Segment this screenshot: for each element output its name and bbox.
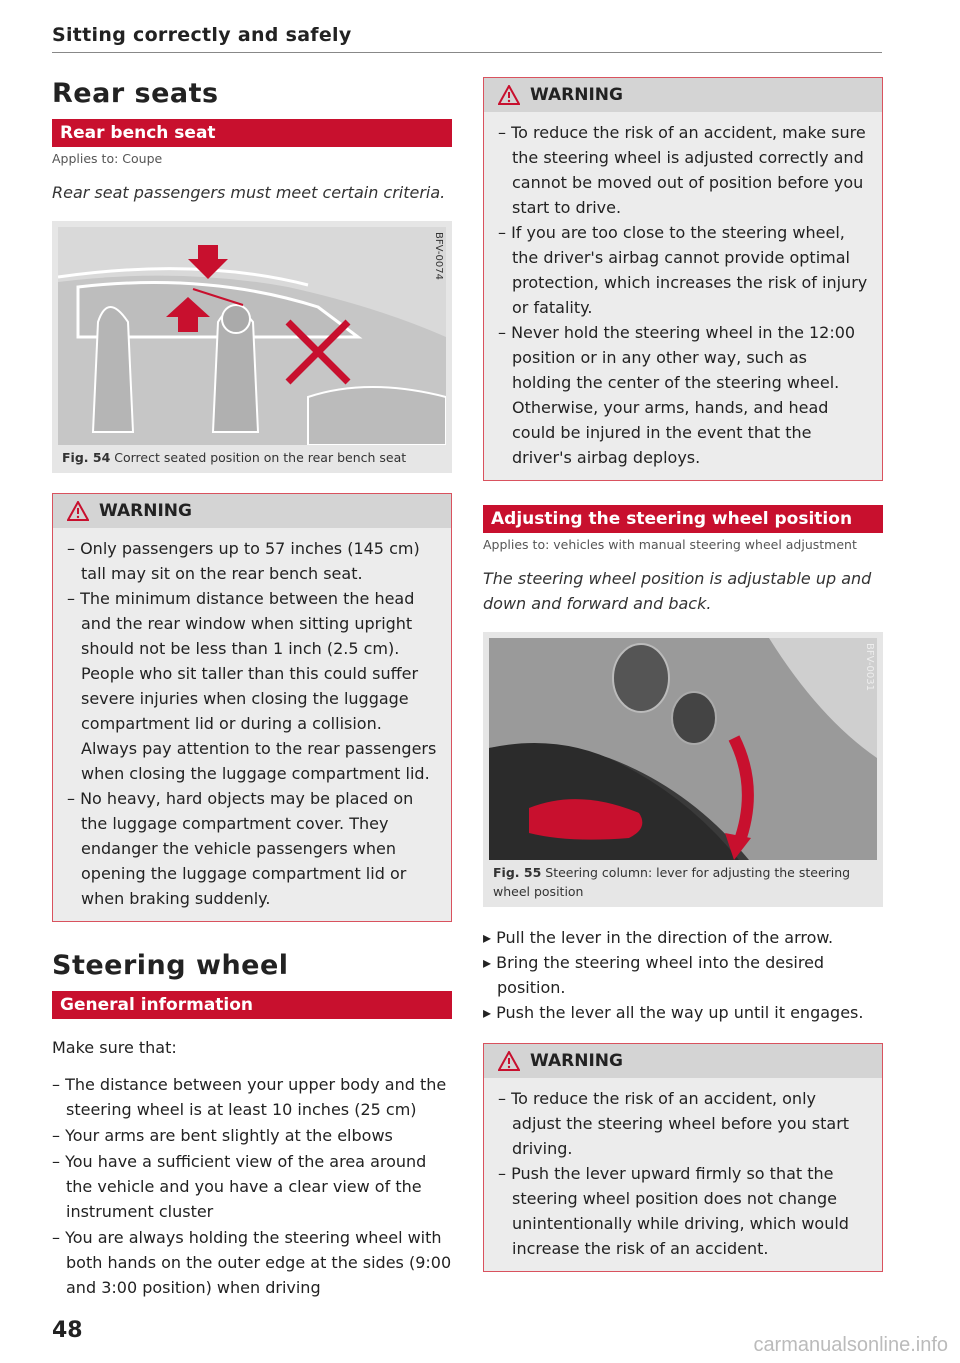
warning-title: WARNING: [99, 501, 192, 521]
subsection-bar-general-info: General information: [52, 991, 452, 1019]
warning-header: [53, 494, 451, 528]
header-title: Sitting correctly and safely: [52, 24, 352, 46]
page-number: 48: [52, 1318, 83, 1343]
warning-item: – The minimum distance between the head and the rear window when sitting upright should not be less than 1 inch (2.5 cm). People who sit taller than this could suffer severe injuries when closing the luggage compartment lid or during a collision. Always pay attention to the rear passengers when closing the luggage compartment lid.: [67, 589, 437, 783]
intro-steering: The steering wheel position is adjustable up and down and forward and back.: [483, 569, 872, 613]
applies-to-coupe: Applies to: Coupe: [52, 151, 163, 166]
subsection-bar-adjusting: Adjusting the steering wheel position: [483, 505, 883, 533]
list-item: – You are always holding the steering wheel with both hands on the outer edge at the sides (9:00 and 3:00 position) when driving: [52, 1228, 452, 1297]
caption-fig-55: [489, 860, 877, 903]
warning-triangle-icon: [498, 1051, 520, 1071]
page-header: [52, 24, 882, 53]
warning-triangle-icon: [498, 85, 520, 105]
warning-item: – Never hold the steering wheel in the 12:00 position or in any other way, such as holding the center of the steering wheel. Otherwise, your arms, hands, and head could be injured in the event that the driver's airbag deploys.: [498, 323, 856, 467]
figure-54: [52, 221, 452, 473]
warning-item: – Only passengers up to 57 inches (145 cm) tall may sit on the rear bench seat.: [67, 539, 420, 583]
warning-box-adjusting: [483, 1043, 883, 1272]
warning-item: – To reduce the risk of an accident, only adjust the steering wheel before you start driving.: [498, 1089, 850, 1158]
applies-to-manual: Applies to: vehicles with manual steering wheel adjustment: [483, 537, 857, 552]
warning-item: – No heavy, hard objects may be placed on the luggage compartment cover. They endanger the vehicle passengers when opening the luggage compartment lid or when braking suddenly.: [67, 789, 414, 908]
warning-triangle-icon: [67, 501, 89, 521]
figure-55: [483, 632, 883, 907]
caption-fig-55-text: Steering column: lever for adjusting the steering wheel position: [493, 865, 851, 899]
intro-rear-seat: Rear seat passengers must meet certain criteria.: [52, 183, 446, 202]
left-column: [52, 68, 452, 1301]
warning-title: WARNING: [530, 1051, 623, 1071]
general-info-list: [52, 1072, 452, 1300]
adjust-steps-list: [483, 925, 883, 1025]
step-item: ▸ Push the lever all the way up until it engages.: [483, 1003, 864, 1022]
caption-fig-55-num: Fig. 55: [493, 865, 542, 880]
section-title-steering-wheel: Steering wheel: [52, 950, 289, 981]
step-item: ▸ Pull the lever in the direction of the arrow.: [483, 928, 834, 947]
caption-fig-54-num: Fig. 54: [62, 450, 111, 465]
warning-header: [484, 1044, 882, 1078]
warning-list: [484, 112, 882, 480]
warning-item: – If you are too close to the steering wheel, the driver's airbag cannot provide optimal protection, which increases the risk of injury or fatality.: [498, 223, 868, 317]
rear-seat-illustration: [58, 227, 446, 445]
warning-box-rear-seat: [52, 493, 452, 922]
list-item: – You have a sufficient view of the area around the vehicle and you have a clear view of the instrument cluster: [52, 1152, 427, 1221]
warning-item: – Push the lever upward firmly so that the steering wheel position does not change unintentionally while driving, which would increase the risk of an accident.: [498, 1164, 849, 1258]
subsection-bar-rear-bench: Rear bench seat: [52, 119, 452, 147]
list-item: – Your arms are bent slightly at the elbows: [52, 1126, 393, 1145]
watermark-text: carmanualsonline.info: [753, 1334, 948, 1356]
warning-list: [484, 1078, 882, 1271]
right-column: [483, 77, 883, 1272]
figure-code-55: BFV-0031: [864, 643, 875, 691]
warning-list: [53, 528, 451, 921]
make-sure-text: Make sure that:: [52, 1038, 177, 1057]
steering-column-illustration: [489, 638, 877, 860]
warning-header: [484, 78, 882, 112]
warning-box-steering: [483, 77, 883, 481]
caption-fig-54: [58, 445, 446, 469]
section-title-rear-seats: Rear seats: [52, 78, 219, 109]
warning-title: WARNING: [530, 85, 623, 105]
figure-code-54: BFV-0074: [433, 232, 444, 280]
general-info-body: [52, 1035, 452, 1300]
list-item: – The distance between your upper body and the steering wheel is at least 10 inches (25 cm): [52, 1075, 447, 1119]
caption-fig-54-text: Correct seated position on the rear bench seat: [114, 450, 407, 465]
step-item: ▸ Bring the steering wheel into the desired position.: [483, 953, 825, 997]
warning-item: – To reduce the risk of an accident, make sure the steering wheel is adjusted correctly and cannot be moved out of position before you start to drive.: [498, 123, 866, 217]
